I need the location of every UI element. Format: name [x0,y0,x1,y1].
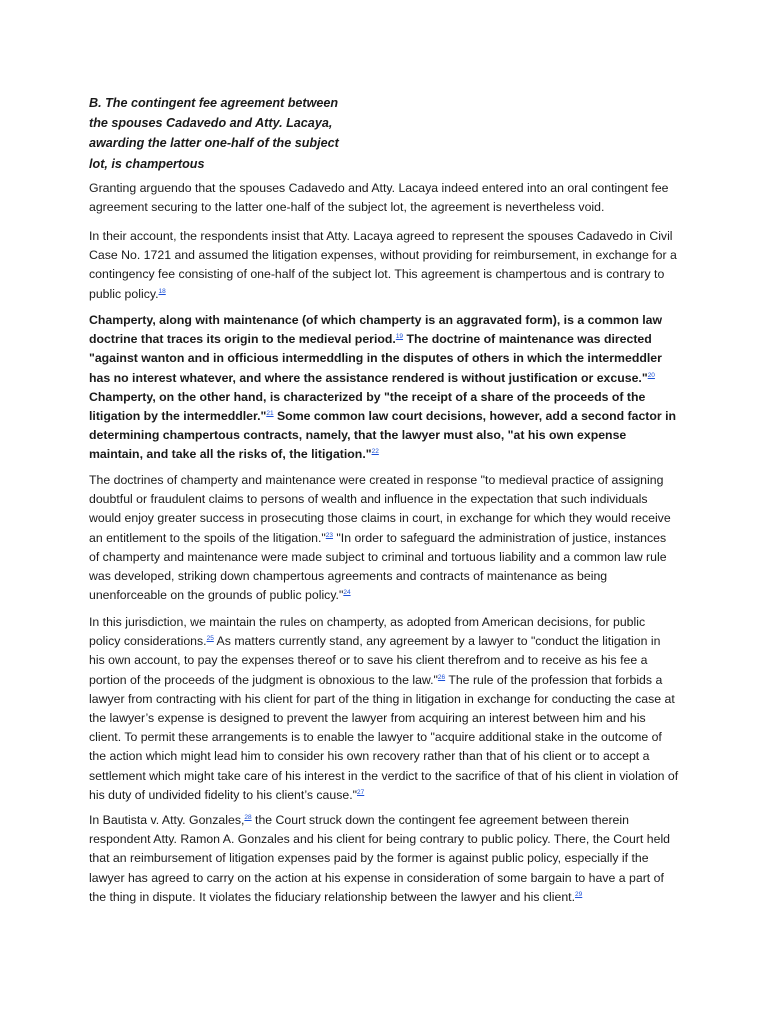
footnote-link-24[interactable]: 24 [343,589,351,597]
paragraph-text: Champerty, along with maintenance (of which champerty is an aggravated form), is a common law doctrine that traces its origin to the medieval period. [89,313,663,347]
footnote-link-21[interactable]: 21 [266,409,274,417]
footnote-link-18[interactable]: 18 [158,287,166,295]
footnote-link-19[interactable]: 19 [395,333,404,341]
footnote-link-28[interactable]: 28 [244,813,252,821]
paragraph-text: In Bautista v. Atty. Gonzales, [89,813,245,827]
footnote-link-25[interactable]: 25 [206,635,214,643]
paragraph-text: "In order to safeguard the administration of justice, instances of champerty and maintenance were made subject to criminal and tortuous liability and a common law rule was developed, striking down champertous agreements and contracts of maintenance as being unenforceable on the grounds of public policy." [89,530,667,603]
paragraph-6 [89,811,679,907]
paragraph-1 [89,179,679,217]
footnote-link-26[interactable]: 26 [437,673,446,681]
paragraph-text: In their account, the respondents insist that Atty. Lacaya agreed to represent the spouses Cadavedo in Civil Case No. 1721 and assumed the litigation expenses, without providing for reimbursement, in exchange for a contingency fee consisting of one-half of the subject lot. This agreement is champertous and is contrary to public policy. [89,229,677,301]
paragraph-5 [89,613,679,805]
paragraph-text: Granting arguendo that the spouses Cadavedo and Atty. Lacaya indeed entered into an oral contingent fee agreement securing to the latter one-half of the subject lot, the agreement is nevertheless void. [89,181,669,215]
section-heading: B. The contingent fee agreement between the spouses Cadavedo and Atty. Lacaya, awarding the latter one-half of the subject lot, is champertous [89,96,339,171]
footnote-link-29[interactable]: 29 [575,890,583,898]
paragraph-2 [89,227,679,304]
paragraph-3 [89,311,679,465]
footnote-link-23[interactable]: 23 [325,531,334,539]
footnote-link-20[interactable]: 20 [647,371,655,379]
paragraph-text: The rule of the profession that forbids a lawyer from contracting with his client for part of the thing in litigation in exchange for conducting the case at the lawyer’s expense is designed to prevent the lawyer from acquiring an interest between him and his client. To permit these arrangements is to enable the lawyer to "acquire additional stake in the outcome of the action which might lead him to consider his own recovery rather than that of his client or to accept a settlement which might take care of his interest in the verdict to the sacrifice of that of his client in violation of his duty of undivided fidelity to his client’s cause." [89,672,679,802]
paragraph-text: As matters currently stand, any agreement by a lawyer to "conduct the litigation in his own account, to pay the expenses thereof or to save his client therefrom and to receive as his fee a portion of the proceeds of the judgment is obnoxious to the law." [89,634,661,687]
paragraph-text: Some common law court decisions, however, add a second factor in determining champertous contracts, namely, that the lawyer must also, "at his own expense maintain, and take all the risks of, the litigation." [89,409,677,462]
paragraph-text: The doctrines of champerty and maintenance were created in response "to medieval practice of assigning doubtful or fraudulent claims to persons of wealth and influence in the expectation that such individuals would enjoy greater success in prosecuting those claims in court, in exchange for which they would receive an entitlement to the spoils of the litigation." [89,473,671,545]
paragraph-text: Champerty, on the other hand, is characterized by "the receipt of a share of the proceeds of the litigation by the intermeddler." [89,389,646,424]
paragraph-4 [89,471,679,605]
footnote-link-22[interactable]: 22 [371,448,379,456]
footnote-link-27[interactable]: 27 [357,788,365,796]
paragraph-text: The doctrine of maintenance was directed "against wanton and in officious intermeddling in the disputes of others in which the intermeddler has no interest whatever, and where the assistance rendered is without justification or excuse." [89,332,662,385]
paragraph-text: In this jurisdiction, we maintain the rules on champerty, as adopted from American decisions, for public policy considerations. [89,615,646,649]
paragraph-text: the Court struck down the contingent fee agreement between therein respondent Atty. Ramon A. Gonzales and his client for being contrary to public policy. There, the Court held that an reimbursement of litigation expenses paid by the former is against public policy, especially if the lawyer has agreed to carry on the action at his expense in consideration of some bargain to have a part of the thing in dispute. It violates the fiduciary relationship between the lawyer and his client. [89,813,671,904]
